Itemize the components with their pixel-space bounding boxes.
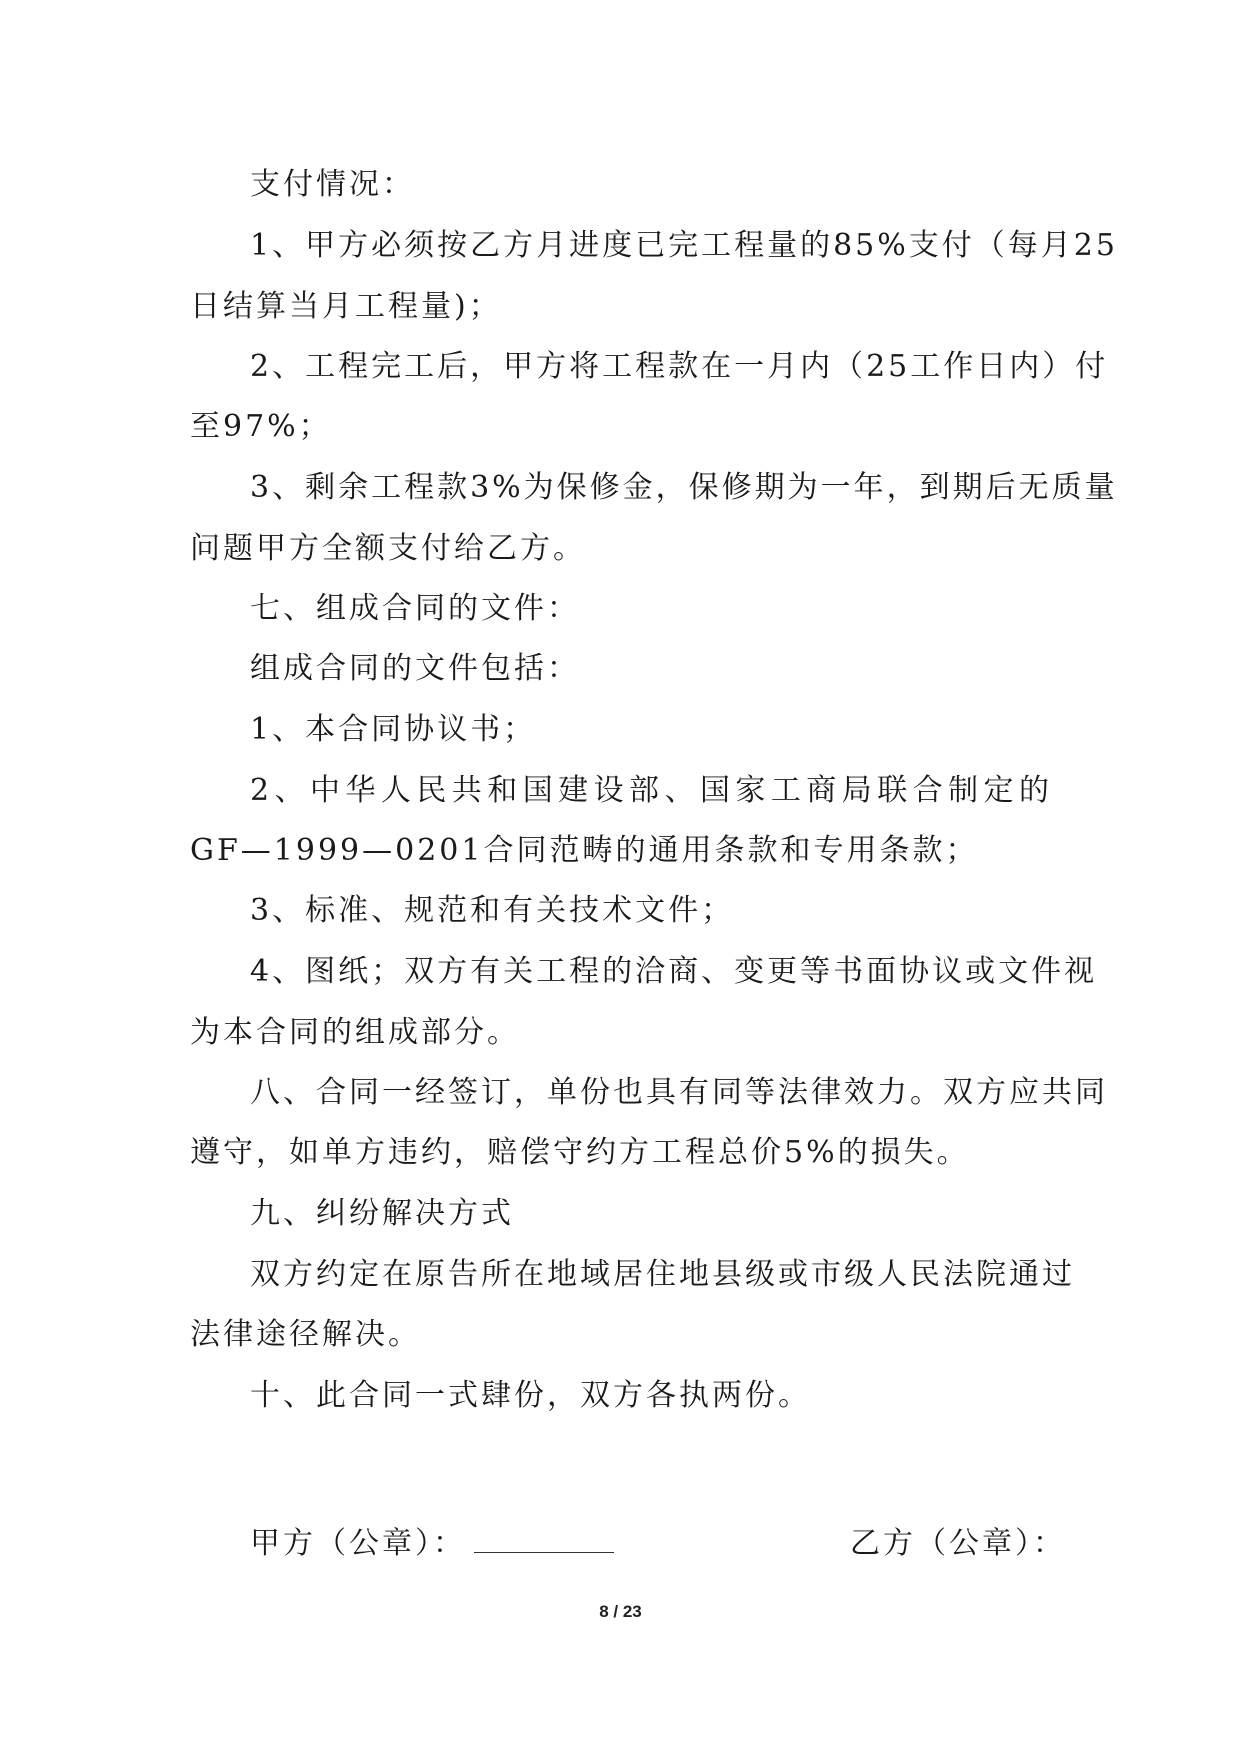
party-a-signature-blank — [474, 1524, 614, 1553]
section-seven-heading: 七、组成合同的文件： — [250, 591, 580, 626]
paragraph-document-item-4-line-1: 4、图纸；双方有关工程的洽商、变更等书面协议或文件视 — [250, 954, 1098, 989]
party-a-seal-label: 甲方（公章）： — [250, 1526, 466, 1561]
paragraph-payment-item-3-line-1: 3、剩余工程款3%为保修金，保修期为一年，到期后无质量 — [250, 470, 1118, 505]
party-b-signature — [850, 1524, 1066, 1564]
paragraph-document-item-2-line-1: 2、中华人民共和国建设部、国家工商局联合制定的 — [250, 773, 1052, 808]
paragraph-payment-item-3-line-2: 问题甲方全额支付给乙方。 — [190, 531, 586, 566]
paragraph-document-item-4-line-2: 为本合同的组成部分。 — [190, 1015, 520, 1050]
paragraph-document-item-2-line-2: GF—1999—0201合同范畴的通用条款和专用条款； — [190, 833, 979, 868]
section-ten-line: 十、此合同一式肆份，双方各执两份。 — [250, 1378, 811, 1413]
paragraph-payment-item-1-line-2: 日结算当月工程量)； — [190, 289, 502, 324]
section-nine-heading: 九、纠纷解决方式 — [250, 1196, 514, 1231]
paragraph-document-item-1: 1、本合同协议书； — [250, 712, 537, 747]
paragraph-payment-item-1-line-1: 1、甲方必须按乙方月进度已完工程量的85%支付（每月25 — [250, 228, 1118, 263]
paragraph-payment-item-2-line-2: 至97%； — [190, 409, 332, 444]
paragraph-dispute-line-2: 法律途径解决。 — [190, 1317, 421, 1352]
paragraph-dispute-line-1: 双方约定在原告所在地域居住地县级或市级人民法院通过 — [250, 1257, 1075, 1292]
paragraph-payment-heading: 支付情况： — [250, 167, 415, 202]
party-b-seal-label: 乙方（公章）： — [850, 1526, 1066, 1561]
paragraph-contract-documents-intro: 组成合同的文件包括： — [250, 651, 580, 686]
party-a-signature — [250, 1524, 614, 1564]
section-eight-line-2: 遵守，如单方违约，赔偿守约方工程总价5%的损失。 — [190, 1135, 970, 1170]
page-number: 8 / 23 — [599, 1602, 642, 1621]
paragraph-payment-item-2-line-1: 2、工程完工后，甲方将工程款在一月内（25工作日内）付 — [250, 349, 1109, 384]
paragraph-document-item-3: 3、标准、规范和有关技术文件； — [250, 893, 735, 928]
section-eight-line-1: 八、合同一经签订，单份也具有同等法律效力。双方应共同 — [250, 1075, 1108, 1110]
